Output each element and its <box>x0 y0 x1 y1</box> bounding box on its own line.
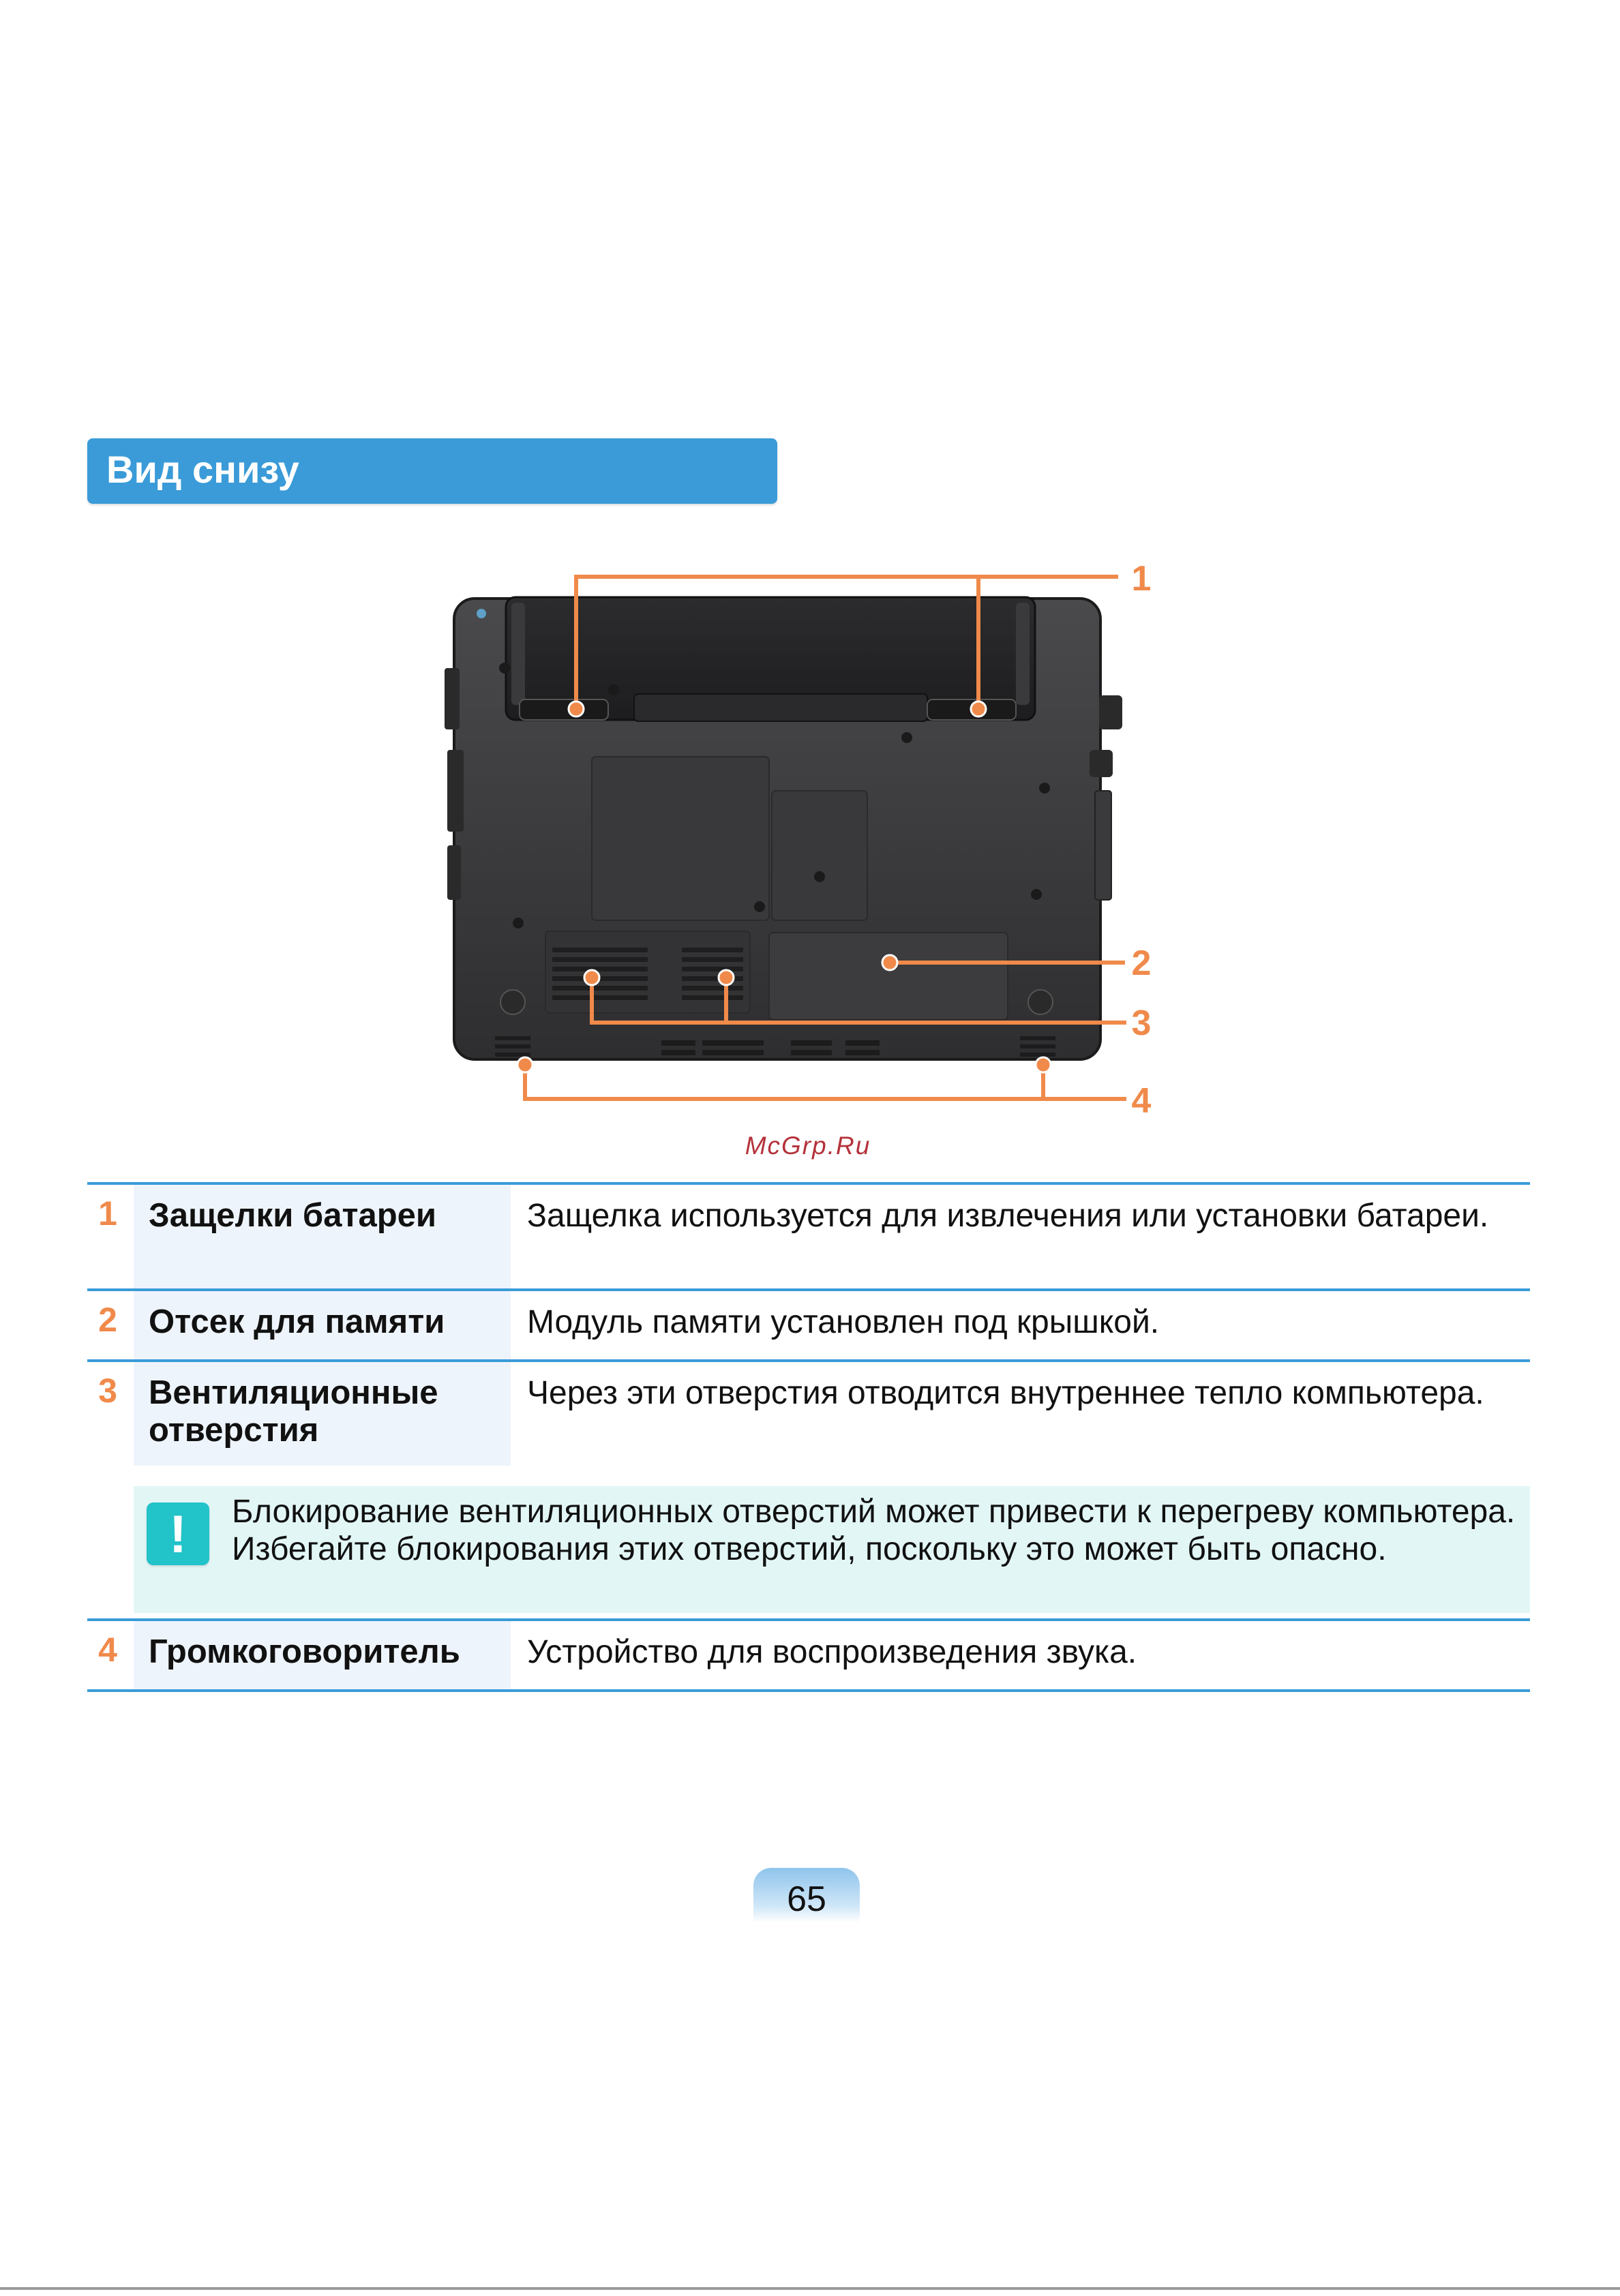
row-number: 2 <box>98 1301 117 1339</box>
row-number: 3 <box>98 1372 117 1410</box>
page-number-tab <box>753 1868 860 1922</box>
callout-3: 3 <box>1131 1003 1152 1043</box>
page-number: 65 <box>787 1879 826 1919</box>
row-term: Защелки батареи <box>149 1197 437 1234</box>
callout-4: 4 <box>1131 1081 1152 1121</box>
callout-1: 1 <box>1131 559 1152 599</box>
warning-note <box>134 1486 1530 1613</box>
table-row <box>87 1362 1530 1466</box>
row-term: Вентиляционные отверстия <box>149 1374 438 1449</box>
table-row <box>87 1621 1530 1689</box>
section-title: Вид снизу <box>106 448 299 491</box>
battery <box>506 597 1035 721</box>
term-cell <box>134 1291 511 1359</box>
section-header <box>87 438 777 504</box>
watermark: McGrp.Ru <box>745 1132 871 1160</box>
warning-text: Блокирование вентиляционных отверстий может привести к перегреву компьютера. Избегайте блокирования этих отверстий, поскольку это может быть опасно. <box>232 1494 1516 1567</box>
laptop-bottom-figure <box>436 545 1186 1145</box>
table-rule <box>87 1689 1530 1692</box>
table-row <box>87 1291 1530 1359</box>
row-description: Устройство для воспроизведения звука. <box>527 1634 1137 1670</box>
row-term: Отсек для памяти <box>149 1303 445 1340</box>
row-number: 4 <box>98 1631 117 1669</box>
callout-2: 2 <box>1131 943 1152 983</box>
term-cell <box>134 1185 511 1288</box>
row-number: 1 <box>98 1194 117 1233</box>
row-description: Защелка используется для извлечения или установки батареи. <box>527 1198 1489 1234</box>
row-description: Модуль памяти установлен под крышкой. <box>527 1304 1160 1340</box>
term-cell <box>134 1621 511 1689</box>
table-row <box>87 1185 1530 1288</box>
row-description: Через эти отверстия отводится внутреннее тепло компьютера. <box>527 1375 1484 1411</box>
term-cell <box>134 1362 511 1466</box>
row-term: Громкоговоритель <box>149 1633 460 1670</box>
exclamation-icon: ! <box>147 1502 209 1565</box>
bottom-rule <box>0 2287 1620 2290</box>
